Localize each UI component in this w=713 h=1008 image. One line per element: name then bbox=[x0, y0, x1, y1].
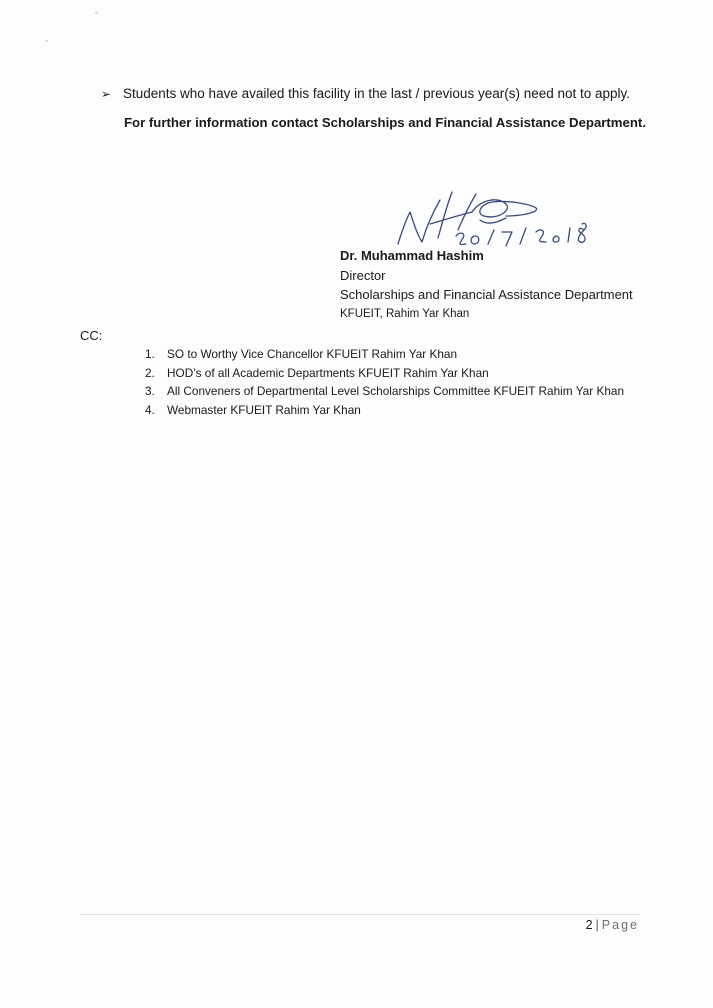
cc-item-number: 2. bbox=[145, 365, 155, 380]
signature-block bbox=[340, 246, 633, 324]
cc-list-item bbox=[145, 364, 624, 383]
cc-item-number: 3. bbox=[145, 384, 155, 398]
cc-item-number: 1. bbox=[145, 347, 155, 361]
cc-item-number: 4. bbox=[145, 402, 155, 417]
scan-speck bbox=[45, 40, 48, 42]
signatory-department: Scholarships and Financial Assistance Department bbox=[340, 287, 633, 302]
contact-note: For further information contact Scholarships and Financial Assistance Department. bbox=[124, 115, 646, 130]
footer-divider bbox=[80, 914, 640, 915]
signatory-organization: KFUEIT, Rahim Yar Khan bbox=[340, 307, 470, 320]
cc-list-item bbox=[145, 401, 624, 420]
page-number: 2 bbox=[585, 918, 593, 932]
page-label: Page bbox=[601, 918, 639, 932]
arrow-bullet-icon: ➢ bbox=[101, 87, 112, 101]
cc-item-text: SO to Worthy Vice Chancellor KFUEIT Rahim Yar Khan bbox=[167, 347, 458, 361]
scan-speck bbox=[95, 12, 98, 14]
cc-label: CC: bbox=[80, 328, 103, 343]
signatory-name: Dr. Muhammad Hashim bbox=[340, 248, 484, 263]
signatory-title: Director bbox=[340, 267, 386, 283]
bullet-point bbox=[101, 86, 630, 101]
cc-item-text: HOD’s of all Academic Departments KFUEIT Rahim Yar Khan bbox=[167, 365, 489, 380]
footer-separator: | bbox=[595, 918, 599, 932]
page-footer bbox=[586, 918, 639, 932]
cc-list-item bbox=[145, 382, 624, 401]
cc-list-item bbox=[145, 345, 624, 364]
cc-item-text: All Conveners of Departmental Level Scholarships Committee KFUEIT Rahim Yar Khan bbox=[167, 384, 625, 398]
cc-list bbox=[145, 345, 624, 419]
bullet-text: Students who have availed this facility in the last / previous year(s) need not to apply. bbox=[123, 86, 631, 101]
cc-item-text: Webmaster KFUEIT Rahim Yar Khan bbox=[167, 402, 361, 417]
